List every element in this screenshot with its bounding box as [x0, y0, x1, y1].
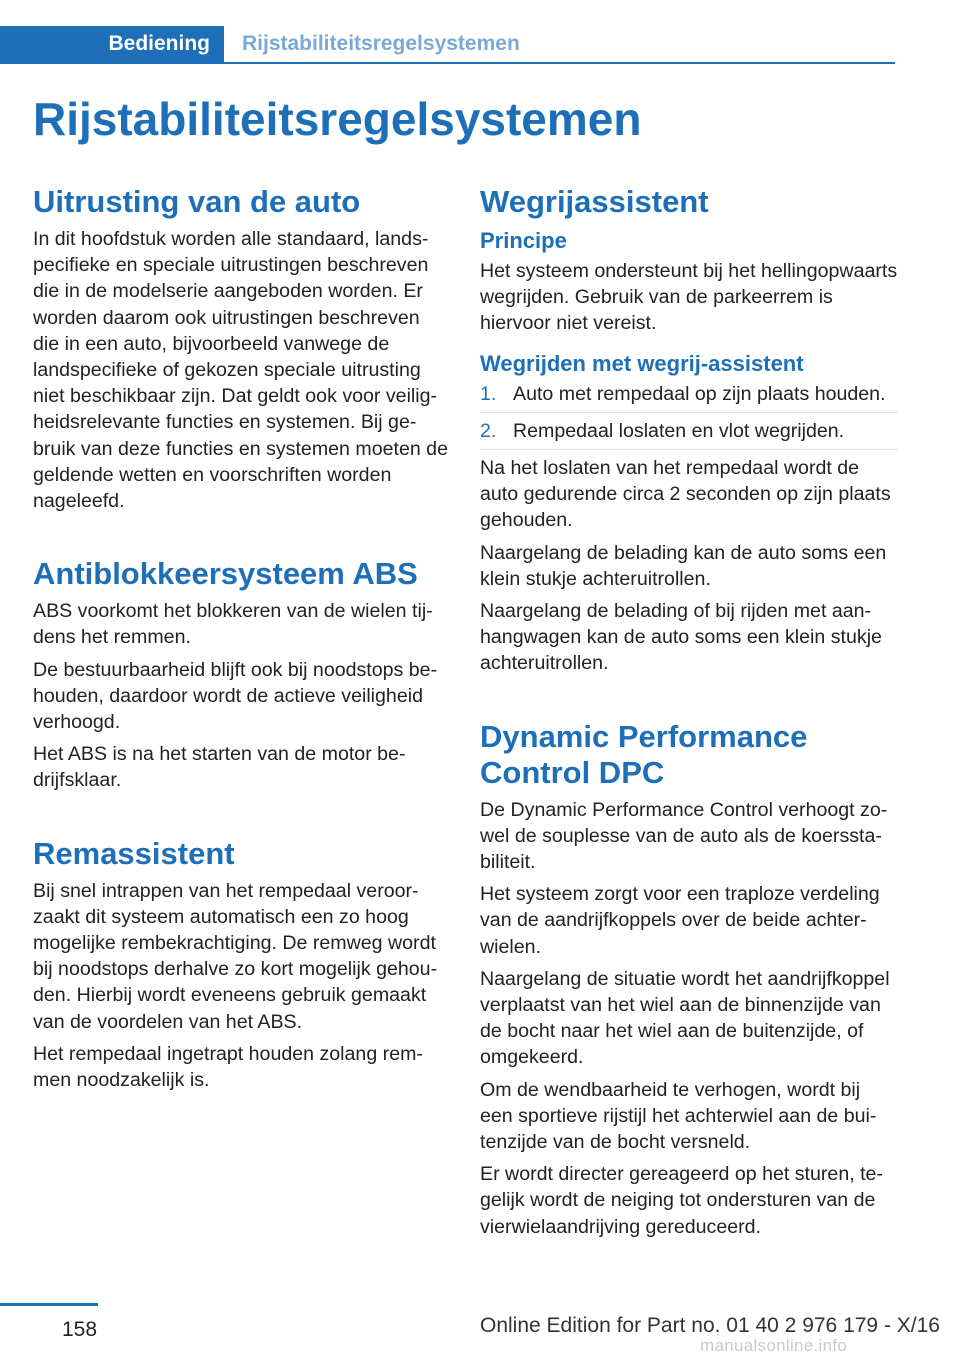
- step-number: 1.: [480, 382, 497, 405]
- step-text: Rempedaal loslaten en vlot wegrijden.: [513, 419, 845, 442]
- heading-dpc: Dynamic Performance Control DPC: [480, 718, 808, 790]
- paragraph: Het rempedaal ingetrapt houden zolang remmen noodzakelijk is.: [33, 1042, 423, 1092]
- list-item: [480, 418, 898, 450]
- breadcrumb[interactable]: Rijstabiliteitsregelsystemen: [242, 32, 520, 55]
- paragraph: Bij snel intrappen van het rempedaal veroorzaakt dit systeem automatisch een zo hoog mogelijke rembekrachtiging. De remweg wordt bij noodstops derhalve zo kort mogelijk gehouden. Hierbij wordt eveneens gebruik gemaakt van de voordelen van het ABS.: [33, 879, 438, 1033]
- paragraph: Om de wendbaarheid te verhogen, wordt bij een sportieve rijstijl het achterwiel aan de buitenzijde van de bocht versneld.: [480, 1078, 877, 1154]
- heading-remassistent: Remassistent: [33, 835, 235, 871]
- paragraph: Er wordt directer gereageerd op het sturen, tegelijk wordt de neiging tot ondersturen van de vierwielaandrijving gereduceerd.: [480, 1163, 883, 1238]
- heading-uitrusting: Uitrusting van de auto: [33, 184, 361, 219]
- paragraph: Naargelang de belading of bij rijden met aanhangwagen kan de auto soms een klein stukje achteruitrollen.: [480, 600, 882, 675]
- paragraph: Het ABS is na het starten van de motor bedrijfsklaar.: [33, 743, 406, 792]
- steps-list: [480, 381, 898, 450]
- step-text: Auto met rempedaal op zijn plaats houden.: [513, 382, 886, 405]
- list-item: [480, 381, 898, 413]
- paragraph: Het systeem ondersteunt bij het hellingopwaarts wegrijden. Gebruik van de parkeerrem is hiervoor niet vereist.: [480, 260, 898, 335]
- heading-abs: Antiblokkeersysteem ABS: [33, 556, 418, 592]
- subheading-principe: Principe: [480, 228, 567, 253]
- subheading-wegrijden: Wegrijden met wegrij-assistent: [480, 350, 804, 376]
- right-column: [480, 184, 898, 1246]
- paragraph: In dit hoofdstuk worden alle standaard, landspecifieke en speciale uitrustingen beschreven die in de modelserie aangeboden worden. Er worden daarom ook uitrustingen beschreven die in een auto, bijvoorbeeld vanwege de landspecifieke of gekozen speciale uitrusting niet beschikbaar zijn. Dat geldt ook voor veiligheidsrelevante functies en systemen. Bij gebruik van deze functies en systemen moeten de geldende wetten en voorschriften worden nageleefd.: [33, 228, 448, 513]
- step-number: 2.: [480, 419, 497, 442]
- paragraph: Naargelang de situatie wordt het aandrijfkoppel verplaatst van het wiel aan de binnenzijde van de bocht naar het wiel aan de buitenzijde, of omgekeerd.: [480, 967, 890, 1069]
- page-number: 158: [62, 1318, 98, 1341]
- page-header: [0, 26, 895, 64]
- paragraph: Na het loslaten van het rempedaal wordt de auto gedurende circa 2 seconden op zijn plaats gehouden.: [480, 457, 891, 532]
- paragraph: ABS voorkomt het blokkeren van de wielen tijdens het remmen.: [33, 600, 433, 649]
- section-tab[interactable]: [0, 26, 224, 62]
- edition-footer: Online Edition for Part no. 01 40 2 976 179 - X/16: [480, 1314, 940, 1337]
- paragraph: Het systeem zorgt voor een traploze verdeling van de aandrijfkoppels over de beide achterwielen.: [480, 883, 880, 958]
- page-number-rule: [0, 1303, 98, 1306]
- left-column: [33, 184, 451, 1099]
- section-tab-label: Bediening: [108, 32, 210, 55]
- watermark: manualsonline.info: [700, 1336, 848, 1355]
- paragraph: Naargelang de belading kan de auto soms een klein stukje achteruitrollen.: [480, 541, 887, 590]
- page-title: Rijstabiliteitsregelsystemen: [33, 93, 642, 145]
- paragraph: De Dynamic Performance Control verhoogt zowel de souplesse van de auto als de koersstabiliteit.: [480, 798, 888, 874]
- heading-wegrijassistent: Wegrijassistent: [480, 184, 709, 219]
- paragraph: De bestuurbaarheid blijft ook bij noodstops behouden, daardoor wordt de actieve veiligheid verhoogd.: [33, 658, 438, 734]
